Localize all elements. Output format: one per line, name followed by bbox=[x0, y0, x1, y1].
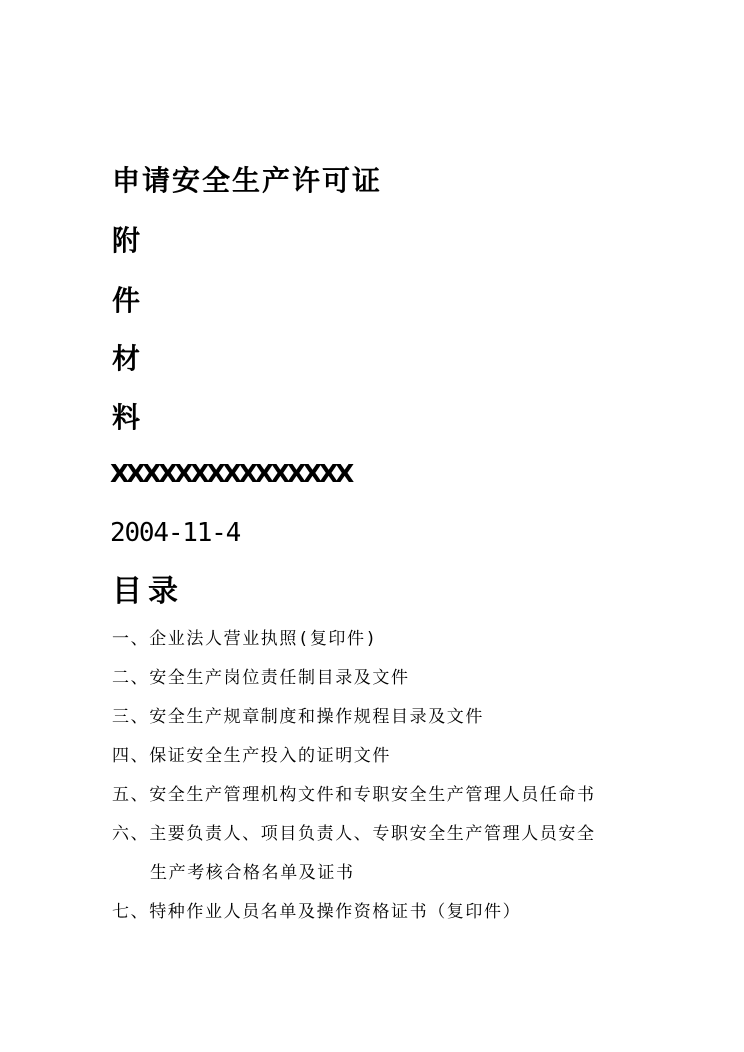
toc-item-text: 四、保证安全生产投入的证明文件 bbox=[112, 746, 391, 766]
subtitle-char-3: 材 bbox=[112, 342, 142, 375]
toc-item bbox=[112, 664, 642, 692]
company-name: XXXXXXXXXXXXXXX bbox=[110, 459, 352, 488]
toc-item-continuation: 生产考核合格名单及证书 bbox=[150, 863, 355, 883]
document-title: 申请安全生产许可证 bbox=[112, 164, 383, 197]
toc-list bbox=[112, 625, 642, 937]
toc-item-text: 二、安全生产岗位责任制目录及文件 bbox=[112, 668, 410, 688]
toc-item bbox=[112, 781, 642, 809]
subtitle-char-4: 料 bbox=[112, 401, 142, 434]
toc-item-text: 七、特种作业人员名单及操作资格证书（复印件） bbox=[112, 902, 522, 922]
subtitle-char-1: 附 bbox=[112, 224, 142, 257]
toc-item-text: 五、安全生产管理机构文件和专职安全生产管理人员任命书 bbox=[112, 785, 596, 805]
toc-item bbox=[112, 898, 642, 926]
toc-item bbox=[112, 820, 642, 887]
toc-item-text: 六、主要负责人、项目负责人、专职安全生产管理人员安全 bbox=[112, 824, 596, 844]
subtitle-char-2: 件 bbox=[112, 284, 142, 317]
toc-item-text: 一、企业法人营业执照(复印件) bbox=[112, 629, 378, 649]
toc-item bbox=[112, 703, 642, 731]
toc-item bbox=[112, 742, 642, 770]
toc-item bbox=[112, 625, 642, 653]
document-date: 2004-11-4 bbox=[110, 518, 241, 548]
toc-heading: 目录 bbox=[112, 574, 184, 609]
toc-item-text: 三、安全生产规章制度和操作规程目录及文件 bbox=[112, 707, 484, 727]
